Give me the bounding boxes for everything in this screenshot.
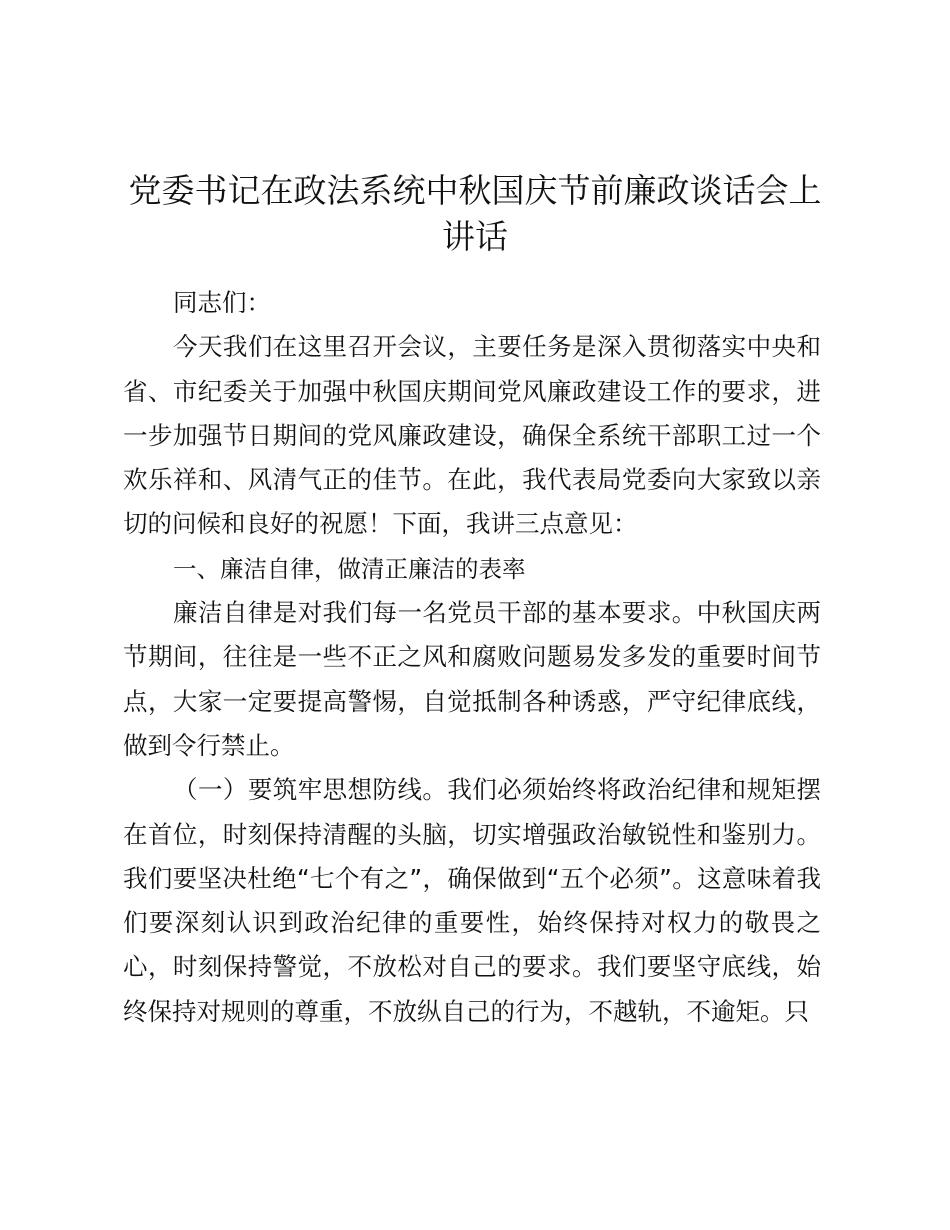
section-paragraph: 廉洁自律是对我们每一名党员干部的基本要求。中秋国庆两节期间，往往是一些不正之风和腐败问题易发多发的重要时间节点，大家一定要提高警惕，自觉抵制各种诱惑，严守纪律底线，做到令行禁止。	[123, 598, 821, 760]
intro-paragraph: 今天我们在这里召开会议，主要任务是深入贯彻落实中央和省、市纪委关于加强中秋国庆期间党风廉政建设工作的要求，进一步加强节日期间的党风廉政建设，确保全系统干部职工过一个欢乐祥和、风清气正的佳节。在此，我代表局党委向大家致以亲切的问候和良好的祝愿！下面，我讲三点意见：	[123, 332, 821, 539]
subsection-paragraph: （一）要筑牢思想防线。我们必须始终将政治纪律和规矩摆在首位，时刻保持清醒的头脑，切实增强政治敏锐性和鉴别力。我们要坚决杜绝“七个有之”，确保做到“五个必须”。这意味着我们要深刻认识到政治纪律的重要性，始终保持对权力的敬畏之心，时刻保持警觉，不放松对自己的要求。我们要坚守底线，始终保持对规则的尊重，不放纵自己的行为，不越轨，不逾矩。只	[123, 775, 821, 1026]
section-heading: 一、廉洁自律，做清正廉洁的表率	[173, 554, 526, 583]
document-title: 党委书记在政法系统中秋国庆节前廉政谈话会上讲话	[128, 171, 822, 256]
salutation-paragraph: 同志们：	[173, 288, 271, 317]
document-body	[123, 281, 821, 1034]
